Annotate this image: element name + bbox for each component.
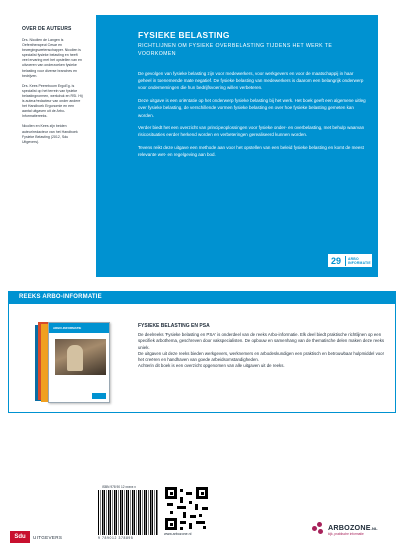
description-paragraph: Deze uitgave is een oriëntatie op het onderwerp fysieke belasting bij het werk. Het boek geeft een algemene uitleg over fysieke belasting, de verschillende vormen fysieke belasting en over hoe fysieke belasting gemeten kan worden.	[138, 98, 366, 118]
qr-module	[196, 521, 205, 524]
qr-module	[202, 507, 208, 510]
series-header: REEKS ARBO-INFORMATIE	[19, 294, 102, 300]
barcode-digits: 9 789012 378895	[98, 536, 134, 540]
qr-finder-core	[170, 492, 173, 495]
qr-module	[177, 506, 186, 509]
qr-module	[180, 521, 186, 524]
series-header-bar	[8, 291, 396, 304]
qr-module	[183, 512, 186, 518]
badge-divider	[345, 256, 346, 266]
series-description	[138, 323, 388, 370]
book-stack-image	[35, 322, 110, 403]
author-bio: Drs. Kees Peereboom ErgoEg. is specialist op het terrein van fysieke belastingnormen, werkdruk en RSI. Hij is auteur/redacteur van onder andere het Handboek Ergonomie en een aantal uitgaven uit de Arbo-Informatiereeks.	[22, 83, 83, 119]
arbozone-mark-icon	[312, 522, 326, 536]
qr-code	[165, 487, 208, 530]
series-heading: FYSIEKE BELASTING EN PSA	[138, 323, 210, 329]
qr-module	[167, 503, 173, 506]
badge-label-line: ARBO	[348, 256, 359, 261]
arbozone-dot	[312, 526, 317, 531]
arbozone-tld: .NL	[370, 525, 378, 531]
about-authors	[22, 26, 84, 150]
qr-module	[189, 523, 192, 529]
arbozone-name	[328, 523, 378, 532]
sdu-logo-word: UITGEVERS	[33, 534, 63, 540]
qr-module	[180, 497, 183, 503]
qr-module	[170, 511, 173, 514]
qr-module	[195, 504, 198, 510]
arbozone-logo	[312, 522, 378, 536]
qr-finder-core	[170, 523, 173, 526]
badge-label-line: INFORMATIE	[348, 260, 371, 265]
arbozone-text	[328, 523, 378, 536]
sdu-logo-mark: Sdu	[10, 531, 30, 543]
description-paragraph: Verder biedt het een overzicht van principeoplossingen voor fysieke onder- en overbelasting, met behulp waarvan risicosituaties eerder herkend worden en verbeteringen gerealiseerd kunnen worden.	[138, 125, 365, 138]
qr-module	[180, 527, 183, 530]
arbozone-dot	[318, 529, 323, 534]
series-paragraph: Achterin dit boek is een overzicht opgenomen van alle uitgaven uit de reeks.	[138, 363, 285, 369]
book-subtitle: RICHTLIJNEN OM FYSIEKE OVERBELASTING TIJDENS HET WERK TE VOORKOMEN	[138, 43, 333, 57]
qr-module	[203, 526, 206, 529]
cover-photo-figure	[67, 345, 83, 371]
authors-heading: OVER DE AUTEURS	[22, 26, 72, 32]
series-paragraph: De uitgaven uit deze reeks bieden werkgevers, werknemers en arbodeskundigen een praktisch en betrouwbaar hulpmiddel voor het creëren en handhaven van goede arbeidsomstandigheden.	[138, 350, 385, 363]
qr-module	[190, 515, 196, 518]
qr-module	[180, 489, 183, 492]
arbozone-tagline: kijk, praktische informatie	[328, 531, 364, 536]
isbn-text: ISBN 978 90 12 xxxxx x	[102, 485, 136, 489]
book-cover	[48, 322, 110, 403]
description-panel	[96, 15, 378, 277]
series-number-badge	[328, 254, 372, 267]
qr-module	[189, 501, 192, 504]
arbozone-dot	[317, 522, 322, 527]
series-paragraph: De deelreeks 'Fysieke belasting en PSA' is onderdeel van de reeks Arbo-informatie. Elk deel biedt praktische richtlijnen op een specifiek arbothema, geschreven door vakspecialisten. De opbouw en samenhang van de thematische delen maken deze reeks uniek.	[138, 332, 385, 350]
sdu-logo	[10, 531, 62, 543]
author-bio: Drs. Nicolien de Langen is Oefentherapeut Cesar en bewegingswetenschapper. Nicolien is specialist fysieke belasting en heeft veel ervaring met het opstellen van en uitvoeren van onderzoeken fysieke belasting voor diverse branches en bedrijven.	[22, 38, 82, 78]
cover-number-tag	[92, 393, 106, 399]
description-paragraph: De gevolgen van fysieke belasting zijn voor medewerkers, voor werkgevers en voor de maatschappij in haar geheel in toenemende mate negatief. De fysieke belasting van medewerkers is daarom een belangrijk onderwerp voor ondernemingen die hun bedrijfsvoering willen verbeteren.	[138, 71, 364, 91]
barcode-bars	[98, 490, 158, 535]
series-number: 29	[331, 255, 342, 266]
arbozone-word: ARBOZONE	[328, 522, 371, 532]
book-title: FYSIEKE BELASTING	[138, 30, 230, 40]
badge-label	[348, 257, 371, 265]
cover-title: ARBO-INFORMATIE	[53, 326, 82, 330]
description-paragraph: Tevens reikt deze uitgave een methode aan voor het opstellen van een beleid fysieke belasting en komt de meest relevante wet- en regelgeving aan bod.	[138, 145, 364, 158]
qr-module	[199, 514, 202, 517]
qr-module	[186, 492, 192, 495]
isbn-barcode	[98, 485, 158, 540]
qr-url: www.arbozone.nl	[164, 532, 192, 536]
description-body	[138, 70, 368, 164]
qr-finder-core	[201, 492, 204, 495]
author-bio: Nicolien en Kees zijn beiden auteur/redacteur van het Handboek Fysieke Belasting (2012, Sdu Uitgevers).	[22, 124, 78, 144]
